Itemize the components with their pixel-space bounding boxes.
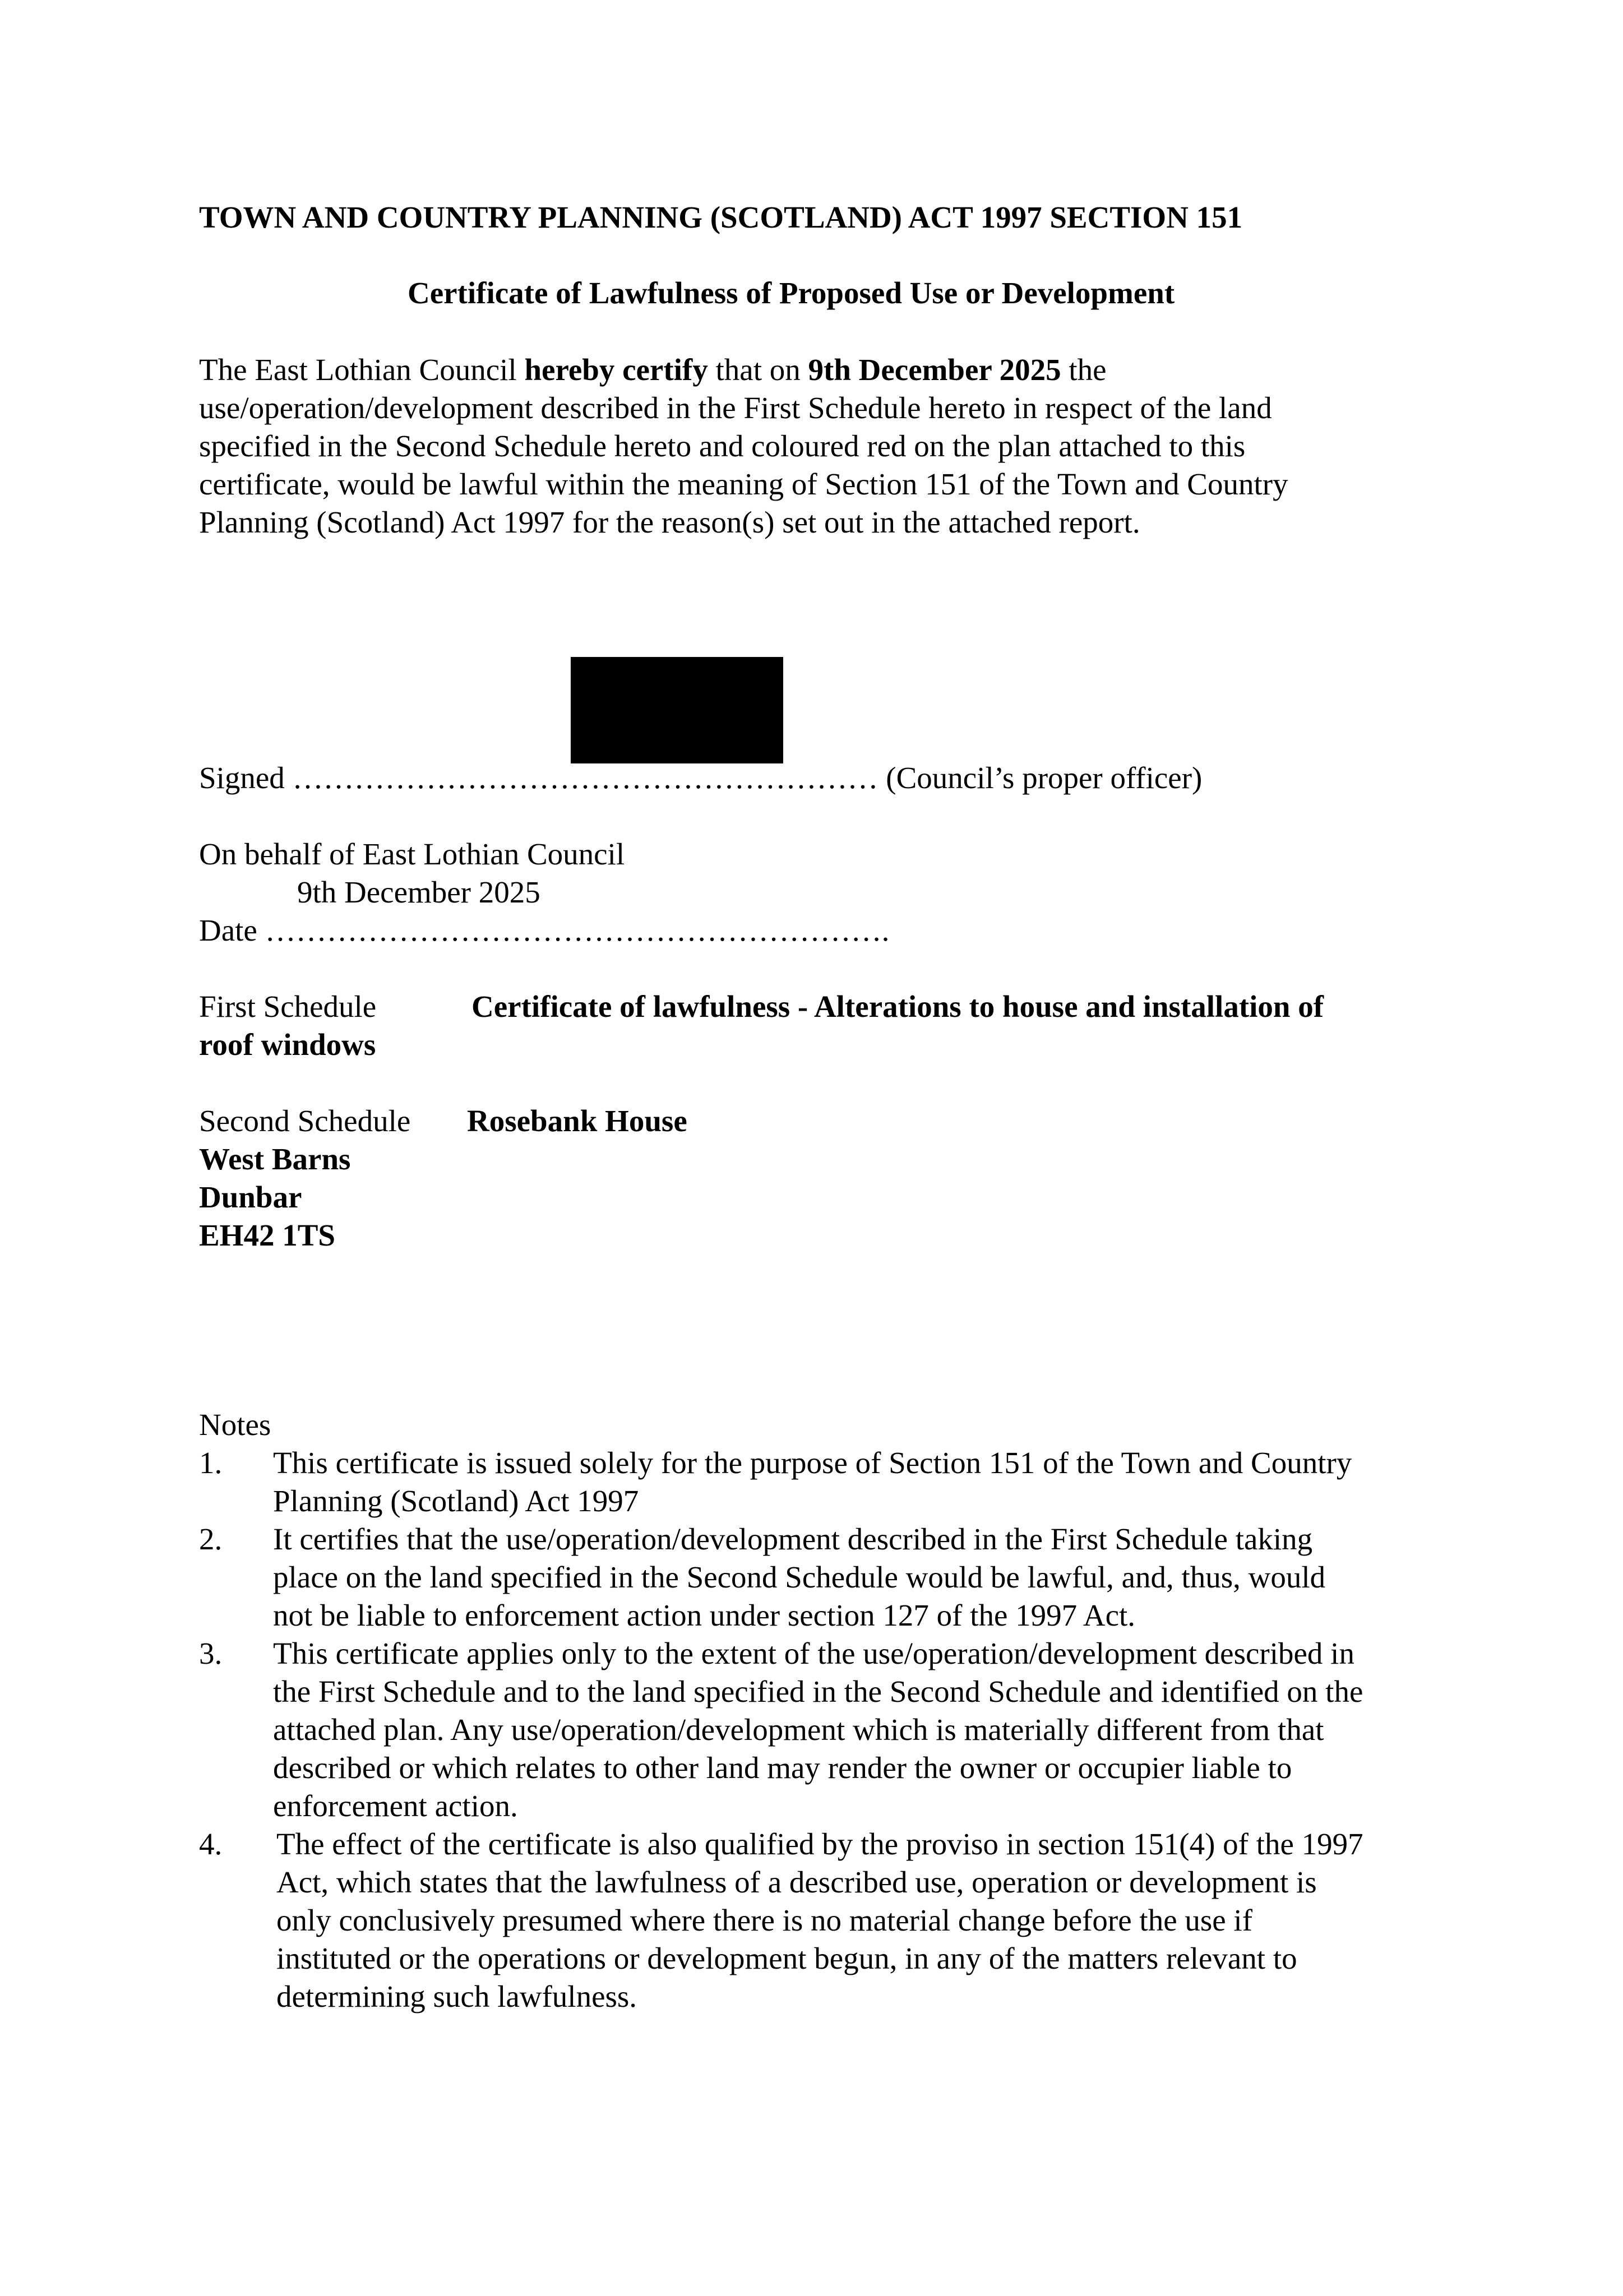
address-line: Dunbar [199, 1180, 302, 1214]
certification-statement [199, 351, 1288, 541]
statement-line-5: Planning (Scotland) Act 1997 for the reason(s) set out in the attached report. [199, 505, 1140, 539]
note-item [199, 1635, 1488, 1825]
statement-line-2: use/operation/development described in the First Schedule hereto in respect of the land [199, 391, 1272, 425]
second-schedule-property: Rosebank House [467, 1104, 687, 1138]
page-heading: TOWN AND COUNTRY PLANNING (SCOTLAND) ACT 1997 SECTION 151 [199, 200, 1243, 234]
hereby-certify-text: hereby certify [524, 353, 708, 387]
first-schedule-description: Certificate of lawfulness - Alterations to house and installation of [471, 989, 1324, 1024]
signature-date: 9th December 2025 [297, 875, 540, 909]
note-number: 4. [199, 1827, 223, 1861]
second-schedule-address [199, 1140, 350, 1255]
second-schedule-label: Second Schedule [199, 1104, 411, 1138]
note-item [199, 1825, 1488, 2016]
notes-title: Notes [199, 1408, 271, 1442]
address-line: EH42 1TS [199, 1218, 335, 1252]
redacted-signature [571, 657, 783, 763]
note-text: The effect of the certificate is also qualified by the proviso in section 151(4) of the 1997 Act, which states that the lawfulness of a described use, operation or development is only conclusively presumed where there is no material change before the use if instituted or the operations or development begun, in any of the matters relevant to determining such lawfulness. [276, 1827, 1363, 2013]
notes-list [199, 1444, 1488, 2016]
note-item [199, 1520, 1488, 1635]
note-text: This certificate applies only to the extent of the use/operation/development described in the First Schedule and to the land specified in the Second Schedule and identified on the attached plan. Any use/operation/development which is materially different from that described or which relates to other land may render the owner or occupier liable to enforcement action. [273, 1636, 1363, 1823]
first-schedule-label: First Schedule [199, 989, 377, 1024]
note-text: It certifies that the use/operation/development described in the First Schedule taking place on the land specified in the Second Schedule would be lawful, and, thus, would not be liable to enforcement action under section 127 of the 1997 Act. [273, 1522, 1326, 1632]
note-number: 2. [199, 1522, 223, 1556]
signed-line: Signed ………………………………………………… (Council’s proper officer) [199, 761, 1203, 795]
first-schedule-description-cont: roof windows [199, 1027, 376, 1062]
address-line: West Barns [199, 1142, 351, 1176]
on-behalf-of: On behalf of East Lothian Council [199, 837, 625, 871]
note-number: 3. [199, 1636, 223, 1670]
date-line: Date ……………………………………………………. [199, 913, 890, 947]
statement-line-3: specified in the Second Schedule hereto and coloured red on the plan attached to this [199, 429, 1246, 463]
note-text: This certificate is issued solely for the purpose of Section 151 of the Town and Country Planning (Scotland) Act 1997 [273, 1446, 1352, 1518]
statement-line-1: The East Lothian Council hereby certify that on 9th December 2025 the [199, 353, 1107, 387]
statement-line-4: certificate, would be lawful within the meaning of Section 151 of the Town and Country [199, 467, 1288, 501]
certificate-title: Certificate of Lawfulness of Proposed Use or Development [408, 276, 1175, 310]
certified-date: 9th December 2025 [808, 353, 1061, 387]
note-number: 1. [199, 1446, 223, 1480]
note-item [199, 1444, 1488, 1520]
